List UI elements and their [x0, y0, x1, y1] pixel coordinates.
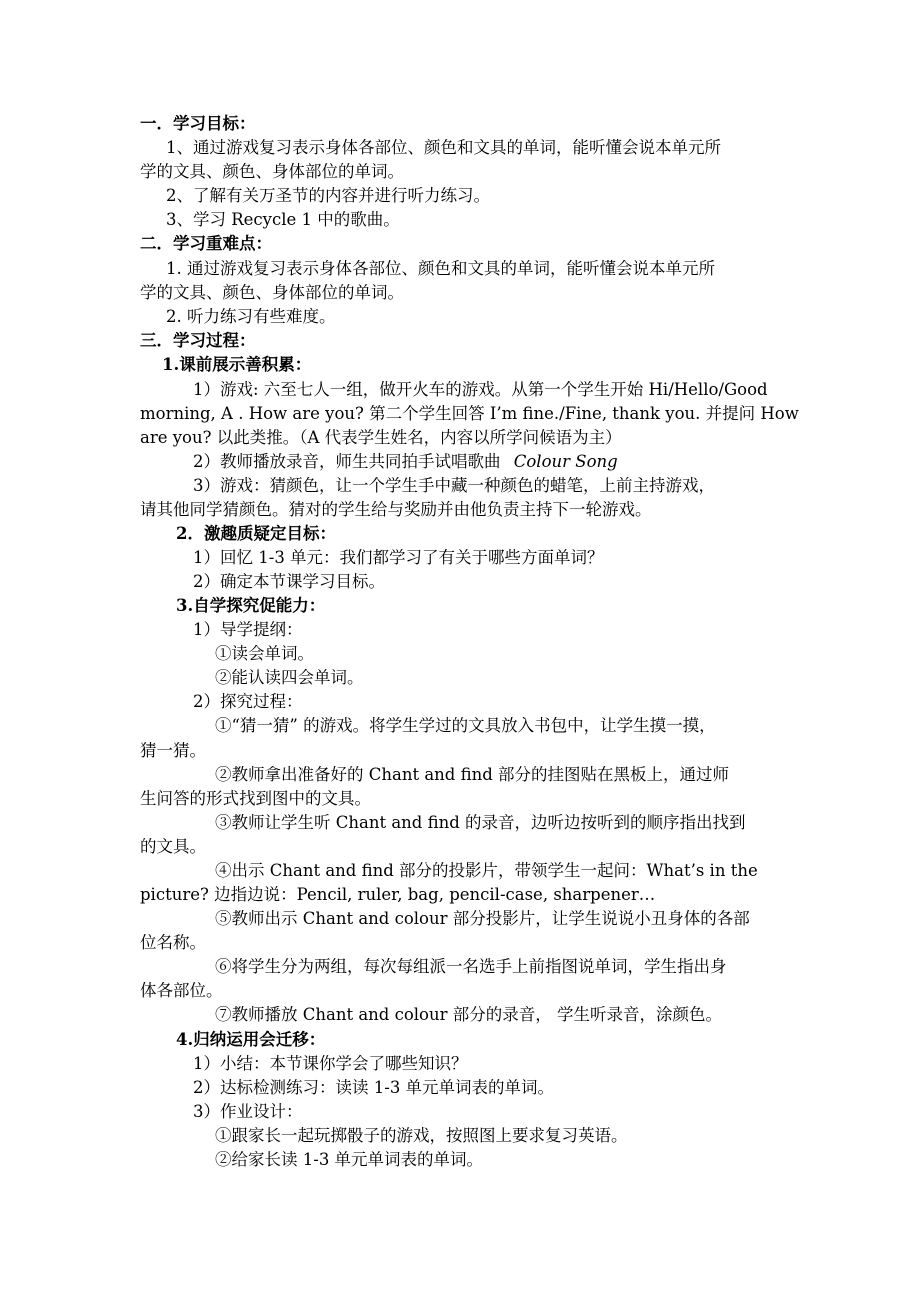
objective-2: 2、了解有关万圣节的内容并进行听力练习。 [166, 186, 490, 205]
step-1-1-line3: are you? 以此类推。（A 代表学生姓名，内容以所学问候语为主） [140, 428, 622, 447]
explore-4-line2: picture? 边指边说：Pencil, ruler, bag, pencil-case, sharpener… [140, 885, 656, 904]
subsection-heading-3: 3.自学探究促能力： [176, 596, 326, 615]
key-point-1-line1: 1. 通过游戏复习表示身体各部位、颜色和文具的单词，能听懂会说本单元所 [166, 259, 715, 278]
homework-item-2: ②给家长读 1-3 单元单词表的单词。 [215, 1150, 484, 1169]
explore-3-line2: 的文具。 [140, 837, 206, 856]
step-1-2-text: 2）教师播放录音，师生共同拍手试唱歌曲 [193, 452, 501, 471]
objective-1-line2: 学的文具、颜色、身体部位的单词。 [140, 162, 404, 181]
outline-title: 1）导学提纲： [193, 620, 303, 639]
explore-1-line2: 猜一猜。 [140, 741, 206, 760]
explore-6-line1: ⑥将学生分为两组，每次每组派一名选手上前指图说单词，学生指出身 [215, 957, 727, 976]
explore-title: 2）探究过程： [193, 692, 303, 711]
explore-2-line1: ②教师拿出准备好的 Chant and find 部分的挂图贴在黑板上，通过师 [215, 765, 730, 784]
objective-3: 3、学习 Recycle 1 中的歌曲。 [166, 210, 400, 229]
key-point-1-line2: 学的文具、颜色、身体部位的单词。 [140, 283, 404, 302]
homework-item-1: ①跟家长一起玩掷骰子的游戏，按照图上要求复习英语。 [215, 1126, 628, 1145]
section-heading-key-points: 二．学习重难点： [140, 234, 272, 253]
step-4-2: 2）达标检测练习：读读 1-3 单元单词表的单词。 [193, 1078, 555, 1097]
explore-2-line2: 生问答的形式找到图中的文具。 [140, 789, 371, 808]
explore-1-line1: ①“猜一猜” 的游戏。将学生学过的文具放入书包中，让学生摸一摸， [215, 716, 716, 735]
explore-4-line1: ④出示 Chant and find 部分的投影片，带领学生一起问：What’s in the [215, 861, 758, 880]
section-heading-objectives: 一．学习目标： [140, 114, 256, 133]
outline-item-2: ②能认读四会单词。 [215, 668, 364, 687]
step-1-1-line2: morning, A . How are you? 第二个学生回答 I’m fine./Fine, thank you. 并提问 How [140, 404, 799, 423]
step-1-1-line1: 1）游戏: 六至七人一组，做开火车的游戏。从第一个学生开始 Hi/Hello/Good [193, 380, 768, 399]
section-heading-process: 三．学习过程： [140, 331, 256, 350]
step-2-1: 1）回忆 1-3 单元：我们都学习了有关于哪些方面单词？ [193, 548, 604, 567]
explore-6-line2: 体各部位。 [140, 981, 223, 1000]
step-4-1: 1）小结：本节课你学会了哪些知识？ [193, 1054, 468, 1073]
subsection-heading-4: 4.归纳运用会迁移： [176, 1030, 326, 1049]
step-1-3-line2: 请其他同学猜颜色。猜对的学生给与奖励并由他负责主持下一轮游戏。 [140, 500, 652, 519]
subsection-heading-1: 1.课前展示善积累： [162, 355, 312, 374]
subsection-heading-2: 2．激趣质疑定目标： [176, 524, 336, 543]
key-point-2: 2. 听力练习有些难度。 [166, 307, 336, 326]
step-2-2: 2）确定本节课学习目标。 [193, 572, 385, 591]
song-title: Colour Song [513, 452, 618, 471]
step-1-3-line1: 3）游戏：猜颜色，让一个学生手中藏一种颜色的蜡笔，上前主持游戏， [193, 476, 715, 495]
step-1-2 [193, 450, 618, 474]
step-4-3: 3）作业设计： [193, 1102, 303, 1121]
explore-5-line1: ⑤教师出示 Chant and colour 部分投影片，让学生说说小丑身体的各部 [215, 909, 750, 928]
objective-1-line1: 1、通过游戏复习表示身体各部位、颜色和文具的单词，能听懂会说本单元所 [166, 138, 721, 157]
outline-item-1: ①读会单词。 [215, 644, 314, 663]
explore-7: ⑦教师播放 Chant and colour 部分的录音， 学生听录音，涂颜色。 [215, 1005, 722, 1024]
explore-3-line1: ③教师让学生听 Chant and find 的录音，边听边按听到的顺序指出找到 [215, 813, 746, 832]
explore-5-line2: 位名称。 [140, 933, 206, 952]
